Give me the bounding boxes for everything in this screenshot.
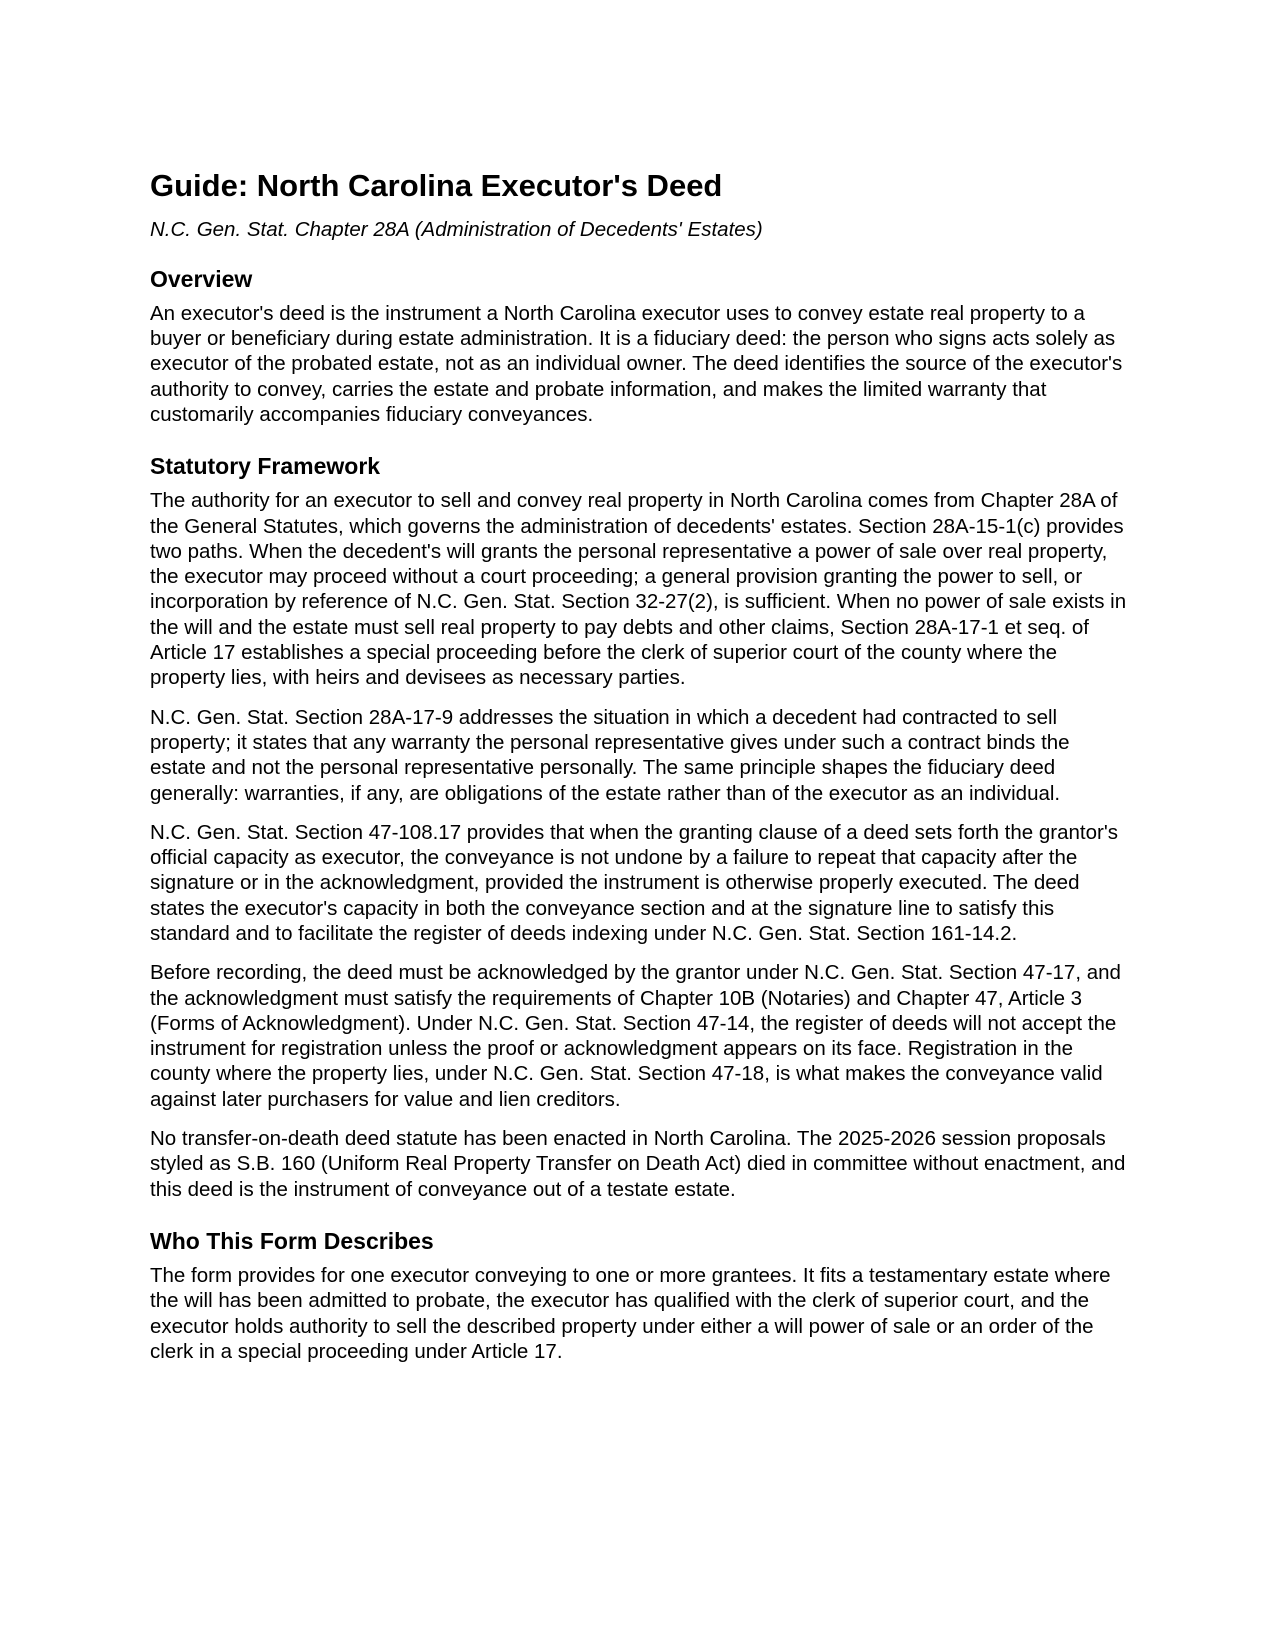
paragraph: The authority for an executor to sell and convey real property in North Carolina comes from Chapter 28A of the General Statutes, which governs the administration of decedents' estates. Section 28A-15-1(c) provides two paths. When the decedent's will grants the personal representative a power of sale over real property, the executor may proceed without a court proceeding; a general provision granting the power to sell, or incorporation by reference of N.C. Gen. Stat. Section 32-27(2), is sufficient. When no power of sale exists in the will and the estate must sell real property to pay debts and other claims, Section 28A-17-1 et seq. of Article 17 establishes a special proceeding before the clerk of superior court of the county where the property lies, with heirs and devisees as necessary parties. xyxy=(150,489,1127,690)
paragraph: N.C. Gen. Stat. Section 47-108.17 provides that when the granting clause of a deed sets forth the grantor's official capacity as executor, the conveyance is not undone by a failure to repeat that capacity after the signature or in the acknowledgment, provided the instrument is otherwise properly executed. The deed states the executor's capacity in both the conveyance section and at the signature line to satisfy this standard and to facilitate the register of deeds indexing under N.C. Gen. Stat. Section 161-14.2. xyxy=(150,820,1118,945)
paragraph: An executor's deed is the instrument a North Carolina executor uses to convey estate real property to a buyer or beneficiary during estate administration. It is a fiduciary deed: the person who signs acts solely as executor of the probated estate, not as an individual owner. The deed identifies the source of the executor's authority to convey, carries the estate and probate information, and makes the limited warranty that customarily accompanies fiduciary conveyances. xyxy=(150,301,1123,426)
section-statutory-framework xyxy=(150,452,1130,1202)
paragraph: The form provides for one executor conveying to one or more grantees. It fits a testamentary estate where the will has been admitted to probate, the executor has qualified with the clerk of superior court, and the executor holds authority to sell the described property under either a will power of sale or an order of the clerk in a special proceeding under Article 17. xyxy=(150,1263,1111,1363)
section-heading: Statutory Framework xyxy=(150,453,381,480)
section-heading: Overview xyxy=(150,265,253,292)
section-overview xyxy=(150,265,1130,427)
document-page xyxy=(150,167,1130,1364)
paragraph: No transfer-on-death deed statute has been enacted in North Carolina. The 2025-2026 session proposals styled as S.B. 160 (Uniform Real Property Transfer on Death Act) died in committee without enactment, and this deed is the instrument of conveyance out of a testate estate. xyxy=(150,1127,1126,1201)
paragraph: Before recording, the deed must be acknowledged by the grantor under N.C. Gen. Stat. Section 47-17, and the acknowledgment must satisfy the requirements of Chapter 10B (Notaries) and Chapter 47, Article 3 (Forms of Acknowledgment). Under N.C. Gen. Stat. Section 47-14, the register of deeds will not accept the instrument for registration unless the proof or acknowledgment appears on its face. Registration in the county where the property lies, under N.C. Gen. Stat. Section 47-18, is what makes the conveyance valid against later purchasers for value and lien creditors. xyxy=(150,961,1121,1111)
document-subtitle: N.C. Gen. Stat. Chapter 28A (Administration of Decedents' Estates) xyxy=(150,217,763,241)
section-heading: Who This Form Describes xyxy=(150,1227,434,1254)
section-who-this-form-describes xyxy=(150,1227,1130,1364)
document-title: Guide: North Carolina Executor's Deed xyxy=(150,168,723,203)
paragraph: N.C. Gen. Stat. Section 28A-17-9 addresses the situation in which a decedent had contracted to sell property; it states that any warranty the personal representative gives under such a contract binds the estate and not the personal representative personally. The same principle shapes the fiduciary deed generally: warranties, if any, are obligations of the estate rather than of the executor as an individual. xyxy=(150,705,1070,805)
